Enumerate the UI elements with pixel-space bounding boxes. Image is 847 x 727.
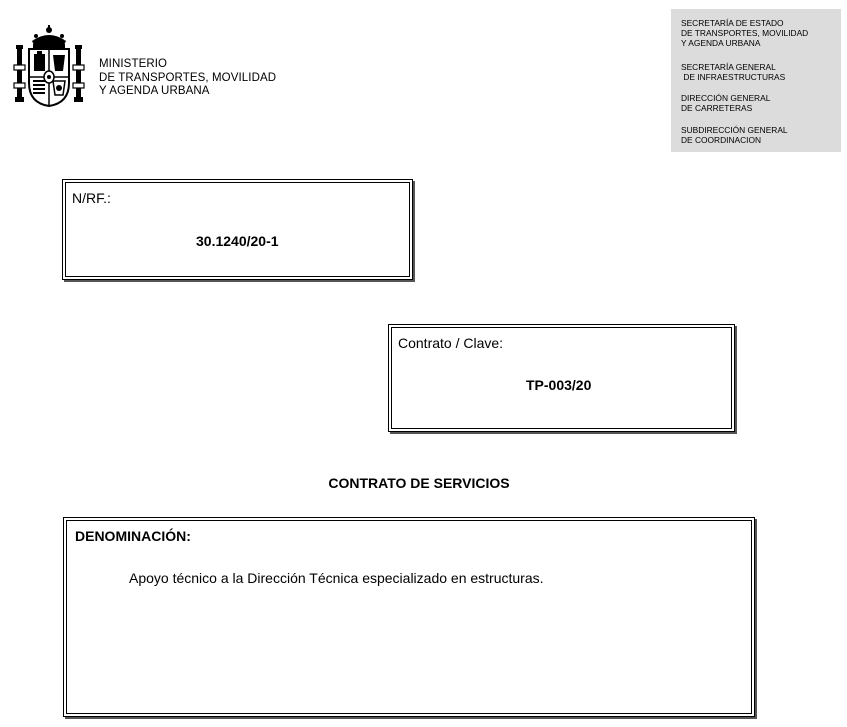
org-line: DE INFRAESTRUCTURAS <box>681 72 786 83</box>
coat-of-arms-emblem <box>12 25 86 107</box>
contract-label: Contrato / Clave: <box>398 335 504 351</box>
organization-panel <box>671 9 841 152</box>
org-line: DE TRANSPORTES, MOVILIDAD <box>681 28 809 39</box>
org-line: DE COORDINACION <box>681 135 762 146</box>
org-block-direccion-general <box>681 93 770 113</box>
denomination-text: Apoyo técnico a la Dirección Técnica especializado en estructuras. <box>129 570 544 586</box>
reference-label: N/RF.: <box>72 190 111 206</box>
contract-code: TP-003/20 <box>526 377 592 393</box>
reference-box <box>62 179 413 280</box>
org-block-subdireccion-general <box>681 125 788 145</box>
reference-number: 30.1240/20-1 <box>196 233 279 249</box>
ministry-line: MINISTERIO <box>99 58 168 70</box>
document-heading: CONTRATO DE SERVICIOS <box>328 475 510 491</box>
contract-box <box>388 324 735 432</box>
org-line: DE CARRETERAS <box>681 103 753 114</box>
org-line: DIRECCIÓN GENERAL <box>681 93 771 103</box>
org-line: Y AGENDA URBANA <box>681 38 761 49</box>
ministry-name <box>99 58 276 99</box>
org-block-secretaria-general <box>681 62 785 82</box>
denomination-box <box>63 517 755 717</box>
ministry-line: DE TRANSPORTES, MOVILIDAD <box>99 71 277 84</box>
org-line: SECRETARÍA GENERAL <box>681 62 776 72</box>
denomination-label: DENOMINACIÓN: <box>75 528 191 544</box>
org-line: SUBDIRECCIÓN GENERAL <box>681 125 788 135</box>
ministry-line: Y AGENDA URBANA <box>99 85 210 97</box>
org-block-secretaria-estado <box>681 18 808 49</box>
org-line: SECRETARÍA DE ESTADO <box>681 18 784 28</box>
